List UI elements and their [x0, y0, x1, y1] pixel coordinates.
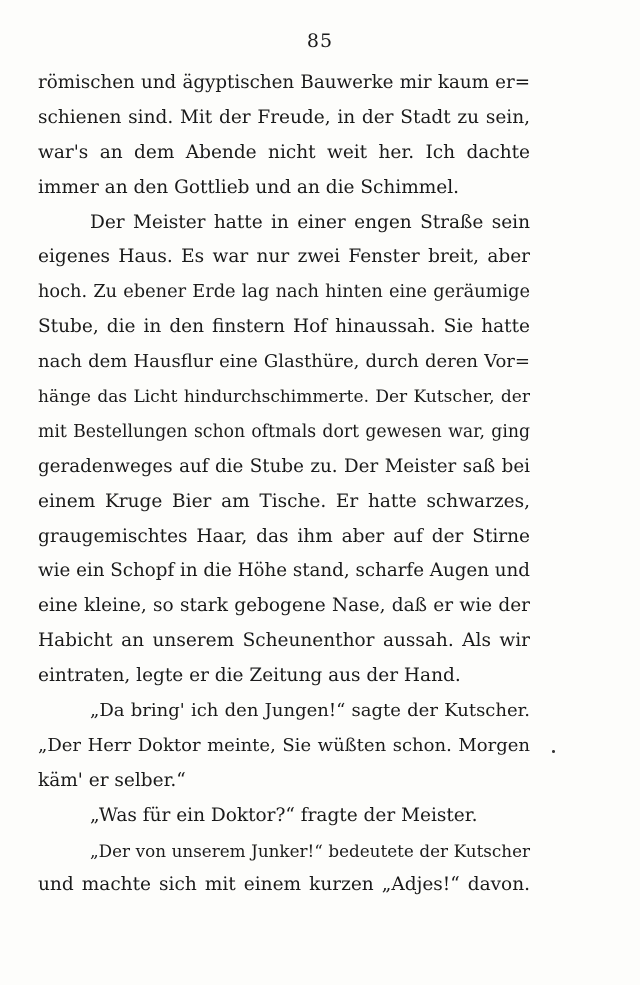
text-line: eintraten, legte er die Zeitung aus der Hand.: [38, 665, 461, 687]
text-line: graugemischtes Haar, das ihm aber auf der Stirne: [38, 525, 530, 547]
text-line: wie ein Schopf in die Höhe stand, scharfe Augen und: [38, 560, 530, 582]
text-line: hänge das Licht hindurchschimmerte. Der Kutscher, der: [38, 387, 530, 408]
paragraph-start-line: „Der von unserem Junker!“ bedeutete der Kutscher: [90, 840, 530, 861]
text-line: war's an dem Abende nicht weit her. Ich dachte: [38, 141, 530, 163]
text-line: mit Bestellungen schon oftmals dort gewesen war, ging: [38, 421, 530, 442]
text-line: immer an den Gottlieb und an die Schimmel.: [38, 176, 460, 198]
print-speck: [552, 750, 555, 753]
text-line: Stube, die in den finstern Hof hinaussah. Sie hatte: [38, 316, 530, 338]
paragraph-start-line: „Was für ein Doktor?“ fragte der Meister.: [90, 804, 478, 826]
text-line: „Der Herr Doktor meinte, Sie wüßten schon. Morgen: [38, 734, 530, 756]
text-line: nach dem Hausflur eine Glasthüre, durch deren Vor=: [38, 351, 530, 373]
text-line: hoch. Zu ebener Erde lag nach hinten eine geräumige: [38, 282, 530, 303]
text-line: käm' er selber.“: [38, 769, 186, 791]
text-line: eigenes Haus. Es war nur zwei Fenster breit, aber: [38, 246, 530, 268]
body-text: [38, 66, 530, 903]
text-line: Habicht an unserem Scheunenthor aussah. Als wir: [38, 630, 530, 652]
text-line: geradenweges auf die Stube zu. Der Meister saß bei: [38, 455, 530, 477]
text-line: einem Kruge Bier am Tische. Er hatte schwarzes,: [38, 490, 530, 512]
paragraph-start-line: „Da bring' ich den Jungen!“ sagte der Kutscher.: [90, 700, 530, 722]
paragraph-start-line: Der Meister hatte in einer engen Straße sein: [90, 211, 530, 233]
text-line: und machte sich mit einem kurzen „Adjes!“ davon.: [38, 874, 530, 896]
text-line: eine kleine, so stark gebogene Nase, daß er wie der: [38, 595, 530, 617]
page-number: 85: [306, 30, 334, 52]
text-line: schienen sind. Mit der Freude, in der Stadt zu sein,: [38, 106, 530, 128]
text-line: römischen und ägyptischen Bauwerke mir kaum er=: [38, 72, 530, 93]
